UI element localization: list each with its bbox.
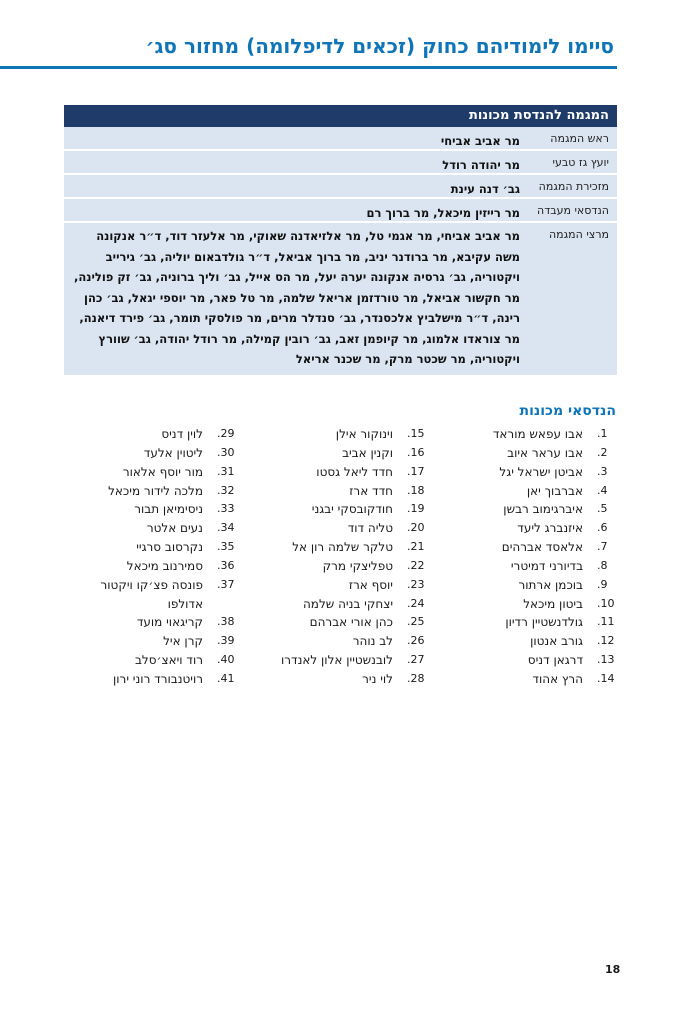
item-name: בוכמן ארתור <box>518 577 583 592</box>
item-number: 33. <box>217 502 235 516</box>
list-item <box>77 463 237 482</box>
item-number: 35. <box>217 540 235 554</box>
item-number: 22. <box>407 558 425 572</box>
list-item <box>447 613 617 632</box>
title-divider <box>0 66 617 69</box>
list-item <box>447 425 617 444</box>
staff-table <box>64 105 617 377</box>
list-item <box>77 576 237 614</box>
item-name: גורב אנטון <box>530 634 583 649</box>
table-row <box>64 199 617 223</box>
item-number: 30. <box>217 445 235 459</box>
section-title: הנדסאי מכונות <box>519 403 616 419</box>
item-number: 38. <box>217 615 235 629</box>
item-name: חודקובסקי יבגני <box>311 502 393 517</box>
item-number: 10. <box>597 596 615 610</box>
item-number: 29. <box>217 427 235 440</box>
item-number: 37. <box>217 577 235 591</box>
item-name: טלקר שלמה רון אל <box>292 540 393 555</box>
item-number: 12. <box>597 634 615 648</box>
item-number: 9. <box>597 577 608 591</box>
row-role: מרצי המגמה <box>548 228 609 241</box>
item-name: אבו עפאש מוראד <box>492 427 583 441</box>
list-item <box>77 538 237 557</box>
item-name: אברבוך יאן <box>526 483 583 498</box>
list-item <box>77 651 237 670</box>
item-name: ניסימיאן תבור <box>134 502 203 517</box>
item-name: איברגימוב רבשן <box>503 502 583 517</box>
item-name: דרגאן דניס <box>527 653 583 668</box>
page-title: סיימו לימודיהם כחוק (זכאים לדיפלומה) מחזור סג׳ <box>145 34 614 58</box>
item-number: 2. <box>597 445 608 459</box>
row-names: מר יהודה רודל <box>442 158 520 172</box>
list-item <box>447 463 617 482</box>
list-item <box>267 557 427 576</box>
item-name: בדיורני דמיטרי <box>510 558 583 573</box>
row-role: הנדסאי מעבדה <box>537 204 609 217</box>
list-item <box>447 500 617 519</box>
graduates-column-1 <box>447 425 617 689</box>
graduates-column-3 <box>77 425 237 689</box>
list-item <box>447 576 617 595</box>
list-item <box>267 500 427 519</box>
item-number: 4. <box>597 483 608 497</box>
item-name: רויטנבורד רוני ירון <box>113 671 203 686</box>
list-item <box>267 482 427 501</box>
item-name: גולדנשטיין רדיון <box>505 615 583 630</box>
row-role: מזכירת המגמה <box>538 180 609 193</box>
item-name: לוין דניס <box>161 427 203 441</box>
item-name: ביטון מיכאל <box>523 596 583 611</box>
row-names: מר רייזין מיכאל, מר ברוך רם <box>366 206 520 220</box>
item-number: 23. <box>407 577 425 591</box>
list-item <box>77 500 237 519</box>
item-number: 6. <box>597 521 608 535</box>
list-item <box>77 482 237 501</box>
item-name: יוסף ארז <box>348 577 393 592</box>
item-name: טליה דוד <box>347 521 393 536</box>
item-name: חדד ארז <box>349 483 393 498</box>
item-name: מור יוסף אלאור <box>122 464 203 479</box>
item-name: יצחקי בניה שלמה <box>302 596 393 611</box>
list-item <box>267 595 427 614</box>
item-number: 41. <box>217 671 235 685</box>
item-name: סמירנוב מיכאל <box>126 558 203 573</box>
item-number: 27. <box>407 653 425 667</box>
list-item <box>447 651 617 670</box>
row-names: מר אביב אביחי, מר אגמי טל, מר אלזיאדנה שאוקי, מר אלעזר דוד, ד״ר אנקונה משה עקיבא, מר ברודנר יניב, מר ברוך אביאל, ד״ר גולדבאום יוליה, גב׳ גירייב ויקטוריה, גב׳ גרסיה אנקונה יערה יעל, מר הס אייל, גב׳ וליך ברוניה, גב׳ זק פולינה, מר חקשור אביאל, מר טורדזמן אריאל שלמה, מר טל פאר, מר יוספי יגאל, גב׳ כהן רינה, ד״ר מישלביץ אלכסנדר, גב׳ סנדלר מרים, מר פולסקי תומר, גב׳ פירד דיאנה, מר צוראדו אלמוג, מר קיופמן זאב, גב׳ רובין קמילה, מר רודל יהודה, גב׳ שוורץ ויקטוריה, מר שכטר מרק, מר שכנר אריאל <box>74 229 520 366</box>
item-name: לובנשטיין אלון לאנדרו <box>280 653 393 668</box>
list-item <box>267 519 427 538</box>
item-number: 28. <box>407 671 425 685</box>
list-item <box>267 463 427 482</box>
item-number: 24. <box>407 596 425 610</box>
item-number: 32. <box>217 483 235 497</box>
table-row <box>64 127 617 151</box>
list-item <box>77 519 237 538</box>
row-role: ראש המגמה <box>550 132 609 145</box>
list-item <box>447 670 617 689</box>
item-name: טפליצקי מרק <box>322 558 393 573</box>
row-names: מר אביב אביחי <box>440 134 520 148</box>
item-name: קריגאוי מועד <box>136 615 203 630</box>
page-number: 18 <box>605 963 621 976</box>
item-name: אלאסד אברהים <box>501 540 583 555</box>
list-item <box>77 444 237 463</box>
item-name: מלכה לידור מיכאל <box>108 483 203 498</box>
table-row <box>64 151 617 175</box>
item-name: לב נוהר <box>352 634 393 649</box>
item-number: 3. <box>597 464 608 478</box>
item-number: 31. <box>217 464 235 478</box>
item-number: 18. <box>407 483 425 497</box>
list-item <box>267 670 427 689</box>
item-name: כהן אורי אברהם <box>309 615 393 630</box>
item-name: הרץ אהוד <box>532 671 583 686</box>
item-number: 5. <box>597 502 608 516</box>
item-name: אביטן ישראל יגל <box>499 464 583 479</box>
list-item <box>447 595 617 614</box>
table-row <box>64 223 617 377</box>
list-item <box>447 557 617 576</box>
item-name: ליטוין אלעד <box>143 445 203 460</box>
item-number: 39. <box>217 634 235 648</box>
item-number: 15. <box>407 427 425 440</box>
list-item <box>447 538 617 557</box>
item-number: 36. <box>217 558 235 572</box>
list-item <box>267 632 427 651</box>
list-item <box>267 444 427 463</box>
item-name: אבו עראר איוב <box>507 445 583 460</box>
item-name: איזנברג ליעד <box>517 521 583 536</box>
item-name: רוד ויאצ׳סלב <box>134 653 203 668</box>
list-item <box>447 519 617 538</box>
list-item <box>77 425 237 444</box>
list-item <box>267 425 427 444</box>
list-item <box>267 651 427 670</box>
item-name: וינוקור אילן <box>335 427 393 441</box>
list-item <box>77 670 237 689</box>
item-number: 21. <box>407 540 425 554</box>
item-number: 17. <box>407 464 425 478</box>
row-names: גב׳ דנה עינת <box>450 182 520 196</box>
item-name: לוי ניר <box>362 671 393 686</box>
item-number: 19. <box>407 502 425 516</box>
item-number: 40. <box>217 653 235 667</box>
item-name: נקרסוב סרגיי <box>136 540 203 555</box>
item-number: 14. <box>597 671 615 685</box>
item-number: 8. <box>597 558 608 572</box>
item-number: 34. <box>217 521 235 535</box>
item-number: 20. <box>407 521 425 535</box>
item-name: קרן איל <box>163 634 203 649</box>
item-name: וקנין אביב <box>342 445 393 460</box>
list-item <box>77 613 237 632</box>
row-role: יועץ גז טבעי <box>552 156 609 169</box>
item-name: נעים אלטר <box>146 521 203 536</box>
list-item <box>447 632 617 651</box>
item-number: 16. <box>407 445 425 459</box>
list-item <box>267 613 427 632</box>
item-number: 26. <box>407 634 425 648</box>
list-item <box>447 482 617 501</box>
item-name: פונסה פצ׳קו ויקטור אדולפו <box>100 577 203 611</box>
list-item <box>267 538 427 557</box>
item-number: 7. <box>597 540 608 554</box>
list-item <box>77 557 237 576</box>
list-item <box>447 444 617 463</box>
table-header: המגמה להנדסת מכונות <box>64 105 617 127</box>
item-name: חדד ליאל גסטו <box>316 464 393 479</box>
graduates-column-2 <box>267 425 427 689</box>
list-item <box>77 632 237 651</box>
list-item <box>267 576 427 595</box>
table-row <box>64 175 617 199</box>
item-number: 11. <box>597 615 615 629</box>
item-number: 25. <box>407 615 425 629</box>
item-number: 13. <box>597 653 615 667</box>
item-number: 1. <box>597 427 608 440</box>
